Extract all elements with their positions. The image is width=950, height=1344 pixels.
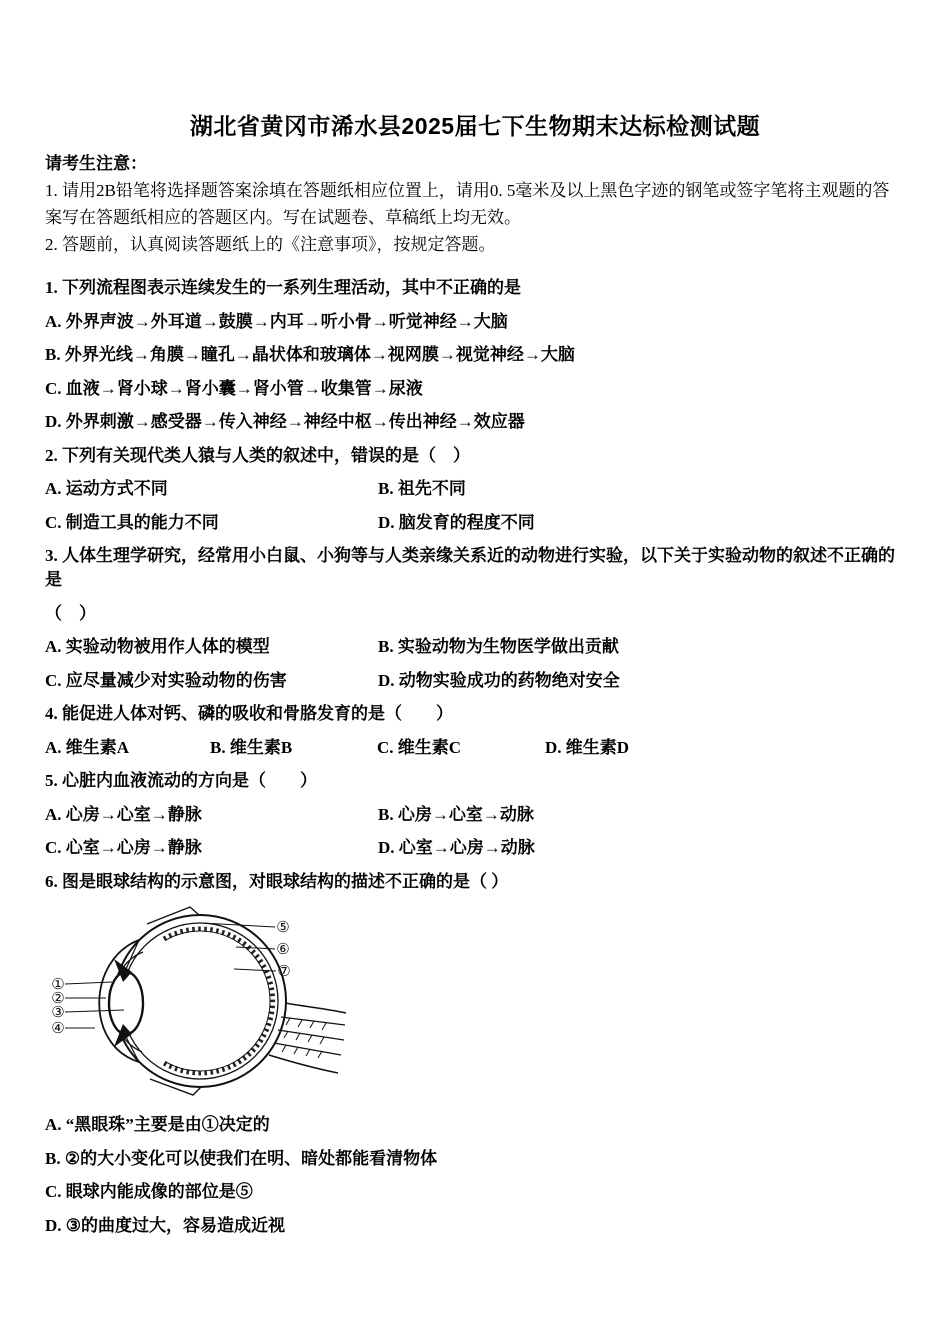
- question-2: [45, 444, 905, 535]
- question-3-option-a: A. 实验动物被用作人体的模型: [45, 637, 270, 656]
- question-4-option-c: C. 维生素C: [377, 737, 462, 757]
- question-6-option-b: B. ②的大小变化可以使我们在明、暗处都能看清物体: [45, 1148, 438, 1168]
- question-1-stem: 1. 下列流程图表示连续发生的一系列生理活动，其中不正确的是: [45, 278, 521, 297]
- optic-nerve-hatching: [282, 1018, 326, 1058]
- diagram-label-6: ⑥: [276, 940, 290, 958]
- question-1-option-c: C. 血液→肾小球→肾小囊→肾小管→收集管→尿液: [45, 378, 423, 398]
- choroid-band: [164, 929, 273, 1073]
- question-6: [45, 870, 905, 1238]
- question-5-option-d: D. 心室→心房→动脉: [378, 838, 535, 857]
- question-2-option-row: [45, 477, 905, 501]
- question-5-option-b: B. 心房→心室→动脉: [378, 804, 534, 824]
- question-6-option-d: D. ③的曲度过大，容易造成近视: [45, 1215, 286, 1235]
- question-5-option-c: C. 心室→心房→静脉: [45, 838, 202, 857]
- page-title: 湖北省黄冈市浠水县2025届七下生物期末达标检测试题: [189, 113, 761, 139]
- question-4-stem: 4. 能促进人体对钙、磷的吸收和骨胳发育的是（ ）: [45, 704, 453, 723]
- notice-section: [45, 150, 905, 258]
- diagram-label-1: ①: [51, 975, 65, 993]
- question-2-option-a: A. 运动方式不同: [45, 479, 168, 498]
- notice-item-2: 2. 答题前，认真阅读答题纸上的《注意事项》，按规定答题。: [45, 235, 496, 254]
- question-2-option-b: B. 祖先不同: [378, 479, 466, 498]
- question-2-option-c: C. 制造工具的能力不同: [45, 512, 219, 532]
- question-3-stem: 3. 人体生理学研究，经常用小白鼠、小狗等与人类亲缘关系近的动物进行实验，以下关于实验动物的叙述不正确的是: [45, 546, 895, 589]
- leader-lines: [65, 923, 276, 1028]
- question-5-option-a: A. 心房→心室→静脉: [45, 804, 202, 824]
- question-3-option-d: D. 动物实验成功的药物绝对安全: [378, 670, 620, 690]
- question-list: [45, 276, 905, 1238]
- leader-line-6: [236, 947, 275, 949]
- question-4-option-b: B. 维生素B: [210, 737, 293, 757]
- question-1-option-d: D. 外界刺激→感受器→传入神经→神经中枢→传出神经→效应器: [45, 412, 525, 431]
- optic-nerve: [269, 1003, 346, 1073]
- diagram-label-4: ④: [51, 1019, 65, 1037]
- question-6-option-a: A. “黑眼珠”主要是由①决定的: [45, 1115, 270, 1134]
- question-5-stem: 5. 心脏内血液流动的方向是（ ）: [45, 771, 317, 790]
- lens: [109, 972, 143, 1034]
- question-5-option-row: [45, 836, 905, 860]
- question-3-option-c: C. 应尽量减少对实验动物的伤害: [45, 670, 287, 690]
- sclera-inner-wall: [122, 923, 278, 1079]
- diagram-label-7: ⑦: [277, 962, 291, 980]
- diagram-label-5: ⑤: [276, 918, 290, 936]
- notice-item-1: 1. 请用2B铅笔将选择题答案涂填在答题纸相应位置上，请用0. 5毫米及以上黑色字迹的钢笔或签字笔将主观题的答案写在答题纸相应的答题区内。写在试题卷、草稿纸上均无效。: [45, 181, 890, 227]
- question-3-option-b: B. 实验动物为生物医学做出贡献: [378, 637, 619, 656]
- diagram-label-2: ②: [51, 989, 65, 1007]
- question-1: [45, 276, 905, 434]
- question-5-option-row: [45, 803, 905, 827]
- question-3-option-row: [45, 635, 905, 659]
- question-5: [45, 769, 905, 860]
- question-2-stem: 2. 下列有关现代类人猿与人类的叙述中，错误的是（ ）: [45, 445, 470, 465]
- eye-diagram-svg: [50, 903, 350, 1101]
- question-3: [45, 544, 905, 693]
- question-6-option-c: C. 眼球内能成像的部位是⑤: [45, 1182, 253, 1201]
- diagram-label-3: ③: [51, 1003, 65, 1021]
- question-2-option-d: D. 脑发育的程度不同: [378, 512, 535, 532]
- question-1-option-a: A. 外界声波→外耳道→鼓膜→内耳→听小骨→听觉神经→大脑: [45, 311, 508, 331]
- leader-line-7: [234, 969, 276, 971]
- question-3-stem-parentheses: （ ）: [45, 603, 96, 623]
- question-4: [45, 702, 905, 760]
- eye-structure-diagram: [50, 903, 350, 1101]
- question-2-option-row: [45, 511, 905, 535]
- question-4-option-d: D. 维生素D: [545, 737, 630, 757]
- question-4-option-row: [45, 736, 905, 760]
- question-4-option-a: A. 维生素A: [45, 737, 130, 757]
- notice-heading: 请考生注意：: [45, 154, 147, 173]
- question-6-stem: 6. 图是眼球结构的示意图，对眼球结构的描述不正确的是（ ）: [45, 871, 509, 891]
- question-3-option-row: [45, 669, 905, 693]
- leader-line-1: [65, 982, 112, 984]
- question-1-option-b: B. 外界光线→角膜→瞳孔→晶状体和玻璃体→视网膜→视觉神经→大脑: [45, 345, 575, 364]
